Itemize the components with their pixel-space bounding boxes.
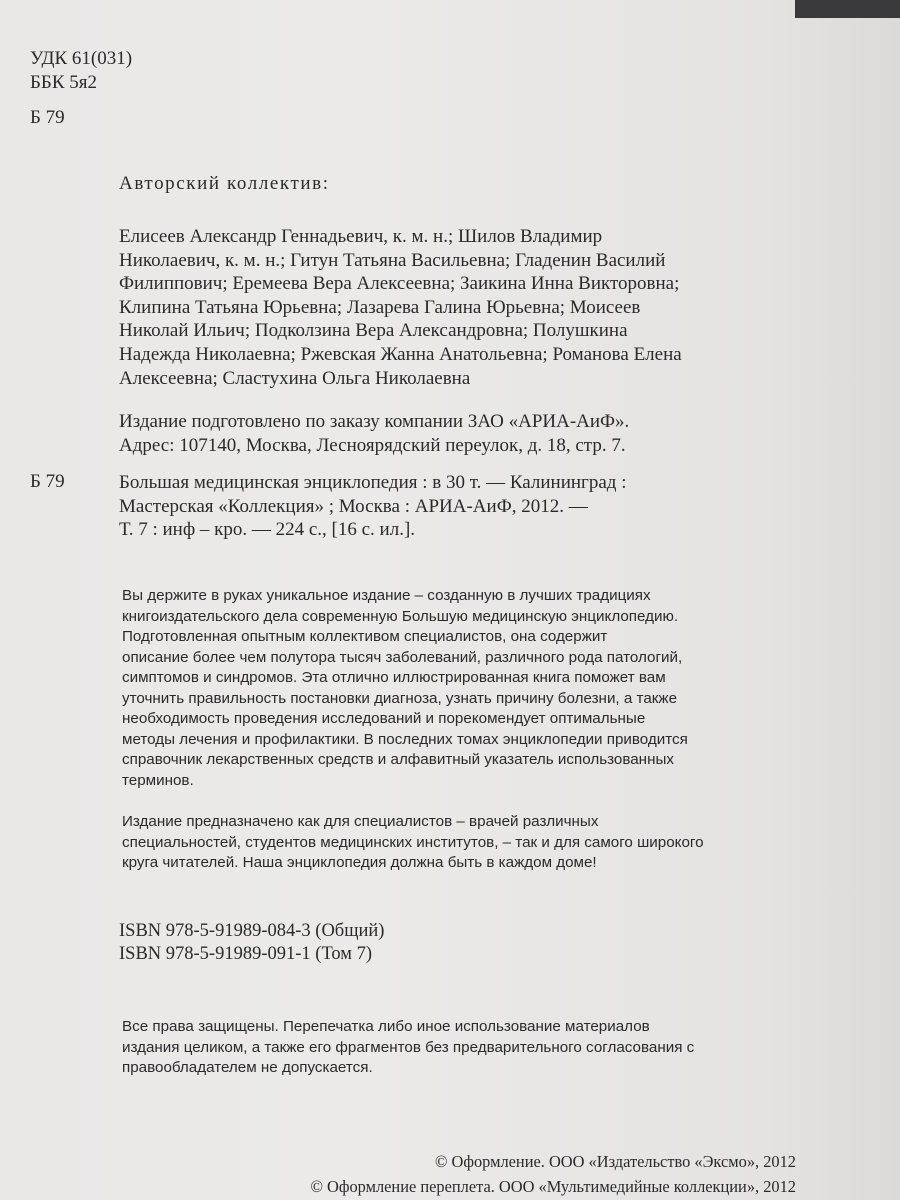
bbk-code: ББК 5я2 — [30, 72, 97, 93]
annotation-line: Вы держите в руках уникальное издание – созданную в лучших традициях — [122, 587, 651, 604]
publisher-note — [119, 410, 629, 457]
copyright-design: © Оформление. ООО «Издательство «Эксмо», 2012 — [434, 1152, 796, 1171]
bibliographic-mark: Б 79 — [30, 471, 65, 492]
rights-line: издания целиком, а также его фрагментов без предварительного согласования с — [122, 1038, 695, 1056]
isbn-general: ISBN 978-5-91989-084-3 (Общий) — [119, 921, 385, 941]
annotation-line: уточнить правильность постановки диагноза, узнать причину болезни, а также — [122, 689, 678, 707]
authors-line: Филиппович; Еремеева Вера Алексеевна; Заикина Инна Викторовна; — [119, 273, 680, 295]
publisher-note-line: Издание подготовлено по заказу компании ЗАО «АРИА-АиФ». — [119, 411, 630, 432]
audience-note — [122, 812, 704, 874]
annotation-line: описание более чем полутора тысяч заболеваний, различного рода патологий, — [122, 648, 683, 666]
annotation-line: методы лечения и профилактики. В последних томах энциклопедии приводится — [122, 730, 688, 748]
authors-line: Клипина Татьяна Юрьевна; Лазарева Галина Юрьевна; Моисеев — [119, 296, 641, 318]
annotation-line: книгоиздательского дела современную Большую медицинскую энциклопедию. — [122, 607, 679, 625]
annotation-line: справочник лекарственных средств и алфавитный указатель использованных — [122, 751, 674, 768]
rights-line: Все права защищены. Перепечатка либо иное использование материалов — [122, 1018, 650, 1035]
isbn-volume: ISBN 978-5-91989-091-1 (Том 7) — [119, 944, 373, 964]
annotation-line: симптомов и синдромов. Эта отлично иллюстрированная книга поможет вам — [122, 669, 666, 686]
page-corner-shadow — [795, 0, 900, 18]
authors-line: Елисеев Александр Геннадьевич, к. м. н.; Шилов Владимир — [119, 226, 603, 247]
annotation-line: необходимость проведения исследований и порекомендует оптимальные — [122, 710, 646, 727]
rights-notice — [122, 1017, 694, 1079]
annotation — [122, 586, 688, 791]
authors-list — [119, 225, 682, 390]
bibliographic-line: Мастерская «Коллекция» ; Москва : АРИА-АиФ, 2012. — — [119, 495, 588, 517]
authors-line: Надежда Николаевна; Ржевская Жанна Анатольевна; Романова Елена — [119, 343, 682, 365]
bibliographic-line: Большая медицинская энциклопедия : в 30 т. — Калининград : — [119, 472, 627, 493]
authors-line: Алексеевна; Сластухина Ольга Николаевна — [119, 367, 471, 389]
copyright-block — [310, 1150, 796, 1199]
bibliographic-record — [119, 471, 626, 542]
authors-line: Николай Ильич; Подколзина Вера Александровна; Полушкина — [119, 320, 628, 342]
author-mark: Б 79 — [30, 107, 65, 128]
audience-line: Издание предназначено как для специалистов – врачей различных — [122, 813, 599, 830]
annotation-line: Подготовленная опытным коллективом специалистов, она содержит — [122, 628, 608, 645]
bibliographic-line: Т. 7 : инф – кро. — 224 с., [16 с. ил.]. — [119, 519, 416, 541]
annotation-line: терминов. — [122, 771, 194, 789]
authors-heading: Авторский коллектив: — [119, 173, 330, 194]
copyright-binding: © Оформление переплета. ООО «Мультимедийные коллекции», 2012 — [310, 1176, 796, 1196]
isbn-block — [119, 920, 384, 966]
audience-line: специальностей, студентов медицинских институтов, – так и для самого широкого — [122, 833, 704, 851]
publisher-address-line: Адрес: 107140, Москва, Лесноярядский переулок, д. 18, стр. 7. — [119, 434, 626, 456]
audience-line: круга читателей. Наша энциклопедия должна быть в каждом доме! — [122, 854, 597, 871]
authors-line: Николаевич, к. м. н.; Гитун Татьяна Васильевна; Гладенин Василий — [119, 249, 666, 271]
udk-code: УДК 61(031) — [30, 48, 133, 69]
rights-line: правообладателем не допускается. — [122, 1059, 373, 1076]
